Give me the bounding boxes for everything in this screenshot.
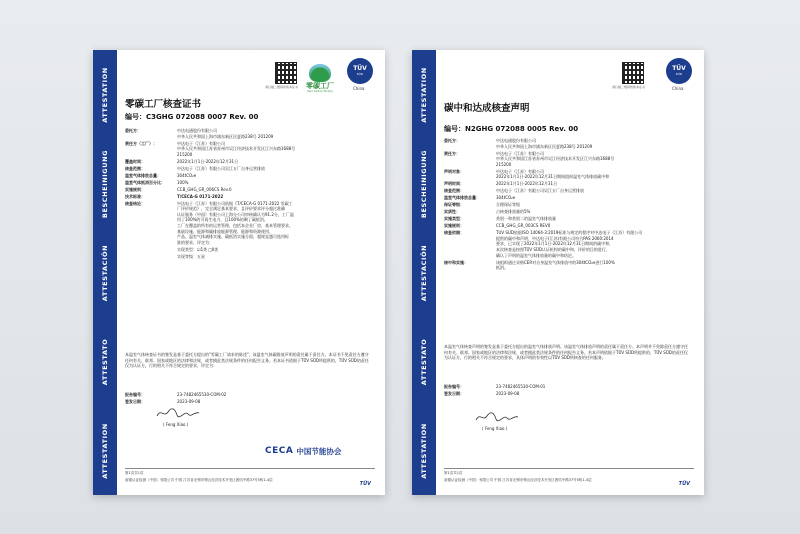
field-row: 技术标准： T/CECA-G 0171-2022 [125, 193, 224, 199]
band-word: ATTESTACIÓN [420, 244, 429, 301]
tuv-caption: China [672, 86, 684, 91]
issuer-address: 南德认证检测（中国）有限公司 中国 江苏省无锡市锡山经济技术开发区团结中路37号5栋1-4层 [125, 478, 273, 482]
attestation-band [93, 50, 117, 495]
field-row: 核查结论： 中达电子（江苏）有限公司依据《T/CECA-G 0171-2022 零碳工 厂评价规范》，完全满足基本要求，且评价要求评分超过准确 认证服务（中国）有限公司上海分公司审核确认为91.2分，工厂温 用了100%的可再生电力，且100%的剩了碳抵消。 工厂在覆盖的所有的运营管理，包括本企业厂房，基本管理要求、 基础设施、能源和碳排放能源管理、能源和资源使用、 产品、温室气体减排实施、碳抵消实施方面，超规直越可选用标 准的要求，评定为： [125, 200, 294, 245]
field-row: 核查范围： 中达电子（江苏）有限公司吴江五厂自身运营排放 [125, 165, 265, 171]
tuv-logo: TÜV SÜD [347, 58, 373, 84]
logo-text: 零碳工厂 [306, 82, 334, 90]
band-word: BESCHEINIGUNG [420, 149, 429, 218]
tuv-logo: TÜV SÜD [666, 58, 692, 84]
qr-caption: 请扫描二维码核验本证书 [612, 85, 646, 89]
field-row: 实施规则： CCB_GHG_GR_003CS REV0 [444, 223, 551, 229]
field-row: 覆盖时间： 2022年1月1日-2022年12月31日 [125, 158, 239, 164]
certificate-title: 碳中和达成核查声明 [444, 103, 530, 114]
certificate-title: 零碳工厂核查证书 [125, 99, 202, 110]
ceca-mark: CECA [265, 446, 294, 456]
certificate-number: 编号：N2GHG 072088 0005 Rev. 00 [444, 125, 579, 133]
report-info [444, 384, 694, 398]
certificate-carbon-neutrality [412, 50, 704, 495]
tuv-footer-logo: TÜV [359, 481, 371, 487]
signature-icon [474, 410, 520, 424]
field-row: 声明时间： 2022年1月1日-2022年12月31日 [444, 181, 558, 187]
band-word: ATTESTATION [101, 66, 110, 123]
field-row: 实现类型：☑1类 □Ⅱ类 [177, 246, 219, 252]
zero-carbon-factory-logo [299, 64, 341, 94]
page-number: 第1页共1页 [125, 471, 144, 475]
certificate-zero-carbon-factory [93, 50, 385, 495]
field-row: 声明对象： 中达电子（江苏）有限公司 2022年1月1日-2022年12月31日期间组织温室气体排放碳中和 [444, 168, 610, 180]
band-word: ATTESTATO [101, 338, 110, 385]
signature-icon [155, 406, 201, 420]
certificate-fields [125, 128, 375, 261]
qr-code-icon [622, 62, 644, 84]
field-row: 实施规则： CCB_GHG_GR_006CS Rev.0 [125, 186, 232, 192]
certificate-footer [444, 468, 694, 487]
field-row: 实质性： 占核查排放量的5% [444, 209, 531, 215]
field-row: 核查依据： TUV SUD依据ISO 14064-3:2019标准与规定的程序对中达电子（江苏）有限公司 提供的碳中和声明，中达电子(江苏)有限公司符合PAS 2060:2014 要求，已实现了2022年1月1日-2022年12月31日期间的碳中和， 本次核查是按照TÜV SÜD认证机构的碳中和、评价的目的进行， 确认了声明的温室气体排放量的碳中和结论。 [444, 230, 643, 258]
certificate-footer [125, 468, 375, 487]
qr-code-icon [275, 62, 297, 84]
band-word: ATTESTATION [420, 422, 429, 479]
certificate-statement: 本温室气体核查声明的签发是基于委托方提出的温室气体排放声明。该温室气体排放声明的责任属于责任方。本声明并不免除责任方遵守任何有关、联邦、国家或地区的法律和法规，或者摸此类法规条件的任何报告义务。若本声明依据于TÜV SÜD所提供的，TÜV SÜD的责任仅为认证方，行的相关不符合规定的要求，具体声明的有效性以TÜV SÜD所核查的任何服务。 [444, 344, 688, 361]
band-word: ATTESTATO [420, 338, 429, 385]
tuv-footer-logo: TÜV [678, 481, 690, 487]
field-row: 核中和实施： 该组织通过采购CER对自身温室气体排放中的304tCO₂e进行100% 抵消。 [444, 259, 615, 271]
tuv-caption: China [353, 86, 365, 91]
issue-date-row: 签发日期： 2023-09-08 [125, 398, 201, 404]
attestation-band [412, 50, 436, 495]
page-number: 第1页共1页 [444, 471, 463, 475]
band-word: ATTESTATION [101, 422, 110, 479]
issuer-address: 南德认证检测（中国）有限公司 中国 江苏省无锡市锡山经济技术开发区团结中路37号5栋1-4层 [444, 478, 592, 482]
field-row: 委托方： 中达电通股份有限公司 中华人民共和国上海市浦东新区民夏路238号 201209 [125, 128, 274, 139]
certificate-statement: 本温室气体核查证书的签发是基于委托方提出的"零碳工厂请求的陈述"，该温室气体碳排放声明的责任属于责任方。本证书不免责任方遵守任何有关、联邦、国家或地区的法律和法规，或者摸此类法规条件的任何报告义务。若本证书依据于TÜV SÜD所提供的，TÜV SÜD的责任仅为认证方，行的相关不符合规定的要求，评定为： [125, 352, 369, 369]
band-word: ATTESTATION [420, 66, 429, 123]
leaf-icon [309, 64, 331, 82]
signer-name: ( Feng Xiao ) [482, 426, 508, 431]
logo-subtext: Zero Carbon Factory [307, 90, 333, 93]
field-row: 实施类型： 类别一和类别二的温室气体排放量 [444, 216, 556, 222]
band-word: ATTESTACIÓN [101, 244, 110, 301]
certificate-number: 编号：C3GHG 072088 0007 Rev. 00 [125, 113, 259, 121]
issue-date-row: 签发日期： 2023-09-08 [444, 390, 520, 396]
certificate-fields [444, 138, 694, 272]
field-row: 责任方： 中达电子（江苏）有限公司 中华人民共和国江苏省苏州市吴江经济技术开发区江兴东路1688号 215200 [444, 150, 615, 167]
ceca-name: 中国节能协会 [296, 446, 342, 456]
report-number-row: 报告编号： 23-7482465530-COM-01 [444, 384, 546, 389]
field-row: 核查范围： 中达电子（江苏）有限公司吴江五厂自身运营排放 [444, 188, 584, 194]
field-row: 委托方： 中达电通股份有限公司 中华人民共和国上海市浦东新区民夏路238号 201209 [444, 138, 593, 149]
band-word: BESCHEINIGUNG [101, 149, 110, 218]
field-row: 保证等级： 合理保证等级 [444, 202, 520, 208]
signer-name: ( Feng Xiao ) [163, 422, 189, 427]
field-row: 温室气体抵消百分比： 100% [125, 179, 189, 185]
report-info [125, 392, 375, 406]
field-row: 温室气体排放总量： 304tCO₂e [444, 195, 516, 201]
field-row: 实现等级：五星 [177, 253, 205, 259]
field-row: 温室气体排放总量： 304tCO₂e [125, 172, 197, 178]
qr-caption: 请扫描二维码核验本证书 [265, 85, 299, 89]
ceca-logo [265, 444, 341, 458]
report-number-row: 报告编号： 23-7482465530-COM-02 [125, 392, 227, 397]
field-row: 责任方（工厂）： 中达电子（江苏）有限公司 中华人民共和国江苏省苏州市吴江经济技术开发区江兴东路1688号 215200 [125, 140, 296, 157]
